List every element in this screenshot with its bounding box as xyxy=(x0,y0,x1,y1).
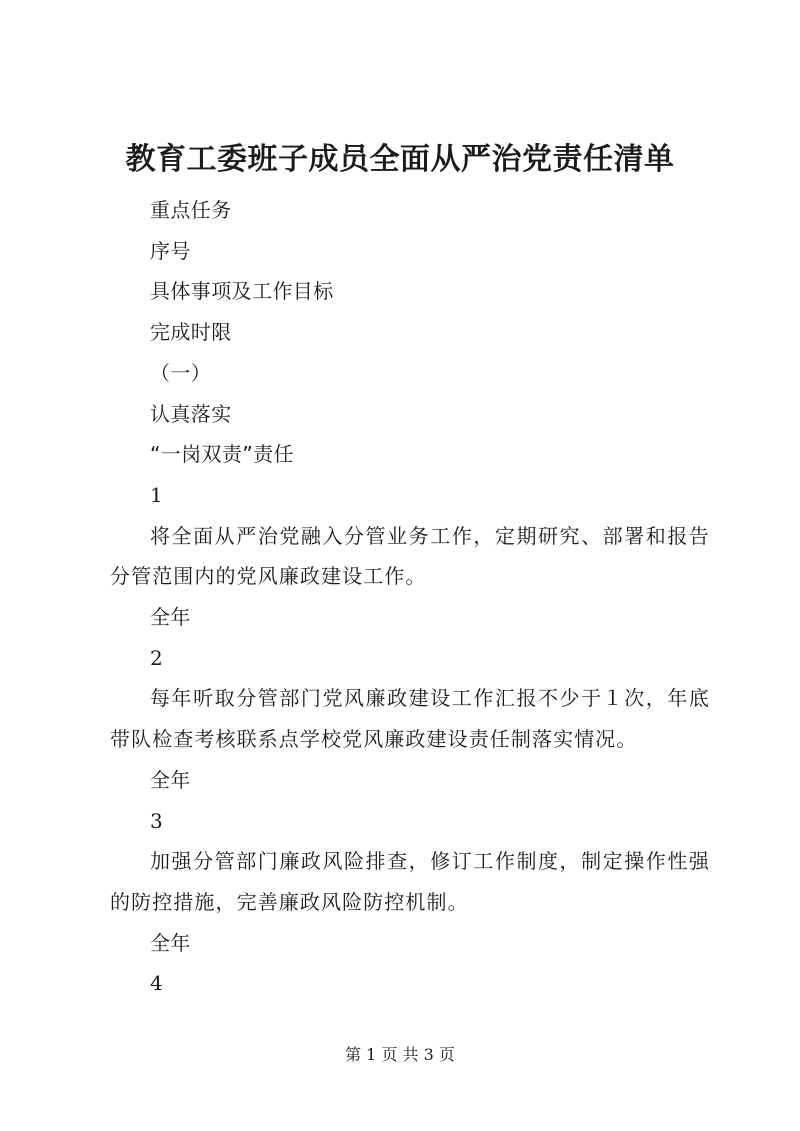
paragraph-item-3-deadline: 全年 xyxy=(150,930,191,955)
document-body xyxy=(110,190,710,1004)
paragraph-deadline: 完成时限 xyxy=(150,320,232,345)
paragraph-item-3-content: 加强分管部门廉政风险排查，修订工作制度，制定操作性强的防控措施，完善廉政风险防控机制。 xyxy=(110,849,710,914)
paragraph-item-number-3: 3 xyxy=(150,808,164,833)
paragraph-key-tasks: 重点任务 xyxy=(150,198,232,222)
paragraph-serial-number: 序号 xyxy=(150,238,191,263)
paragraph-item-number-4: 4 xyxy=(150,971,164,996)
document-title: 教育工委班子成员全面从严治党责任清单 xyxy=(125,142,675,177)
paragraph-section-one: （一） xyxy=(150,360,212,385)
paragraph-item-number-1: 1 xyxy=(150,482,164,507)
paragraph-item-2-content: 每年听取分管部门党风廉政建设工作汇报不少于１次，年底带队检查考核联系点学校党风廉政建设责任制落实情况。 xyxy=(110,686,710,752)
paragraph-dual-responsibility: “一岗双责”责任 xyxy=(150,442,294,467)
page-indicator: 第 1 页 共 3 页 xyxy=(345,1045,455,1064)
paragraph-implement: 认真落实 xyxy=(150,401,232,426)
paragraph-item-1-content: 将全面从严治党融入分管业务工作，定期研究、部署和报告分管范围内的党风廉政建设工作。 xyxy=(110,523,710,589)
paragraph-item-1-deadline: 全年 xyxy=(150,605,191,630)
paragraph-item-2-deadline: 全年 xyxy=(150,767,191,792)
paragraph-specific-items: 具体事项及工作目标 xyxy=(150,279,334,304)
paragraph-item-number-2: 2 xyxy=(150,645,164,670)
